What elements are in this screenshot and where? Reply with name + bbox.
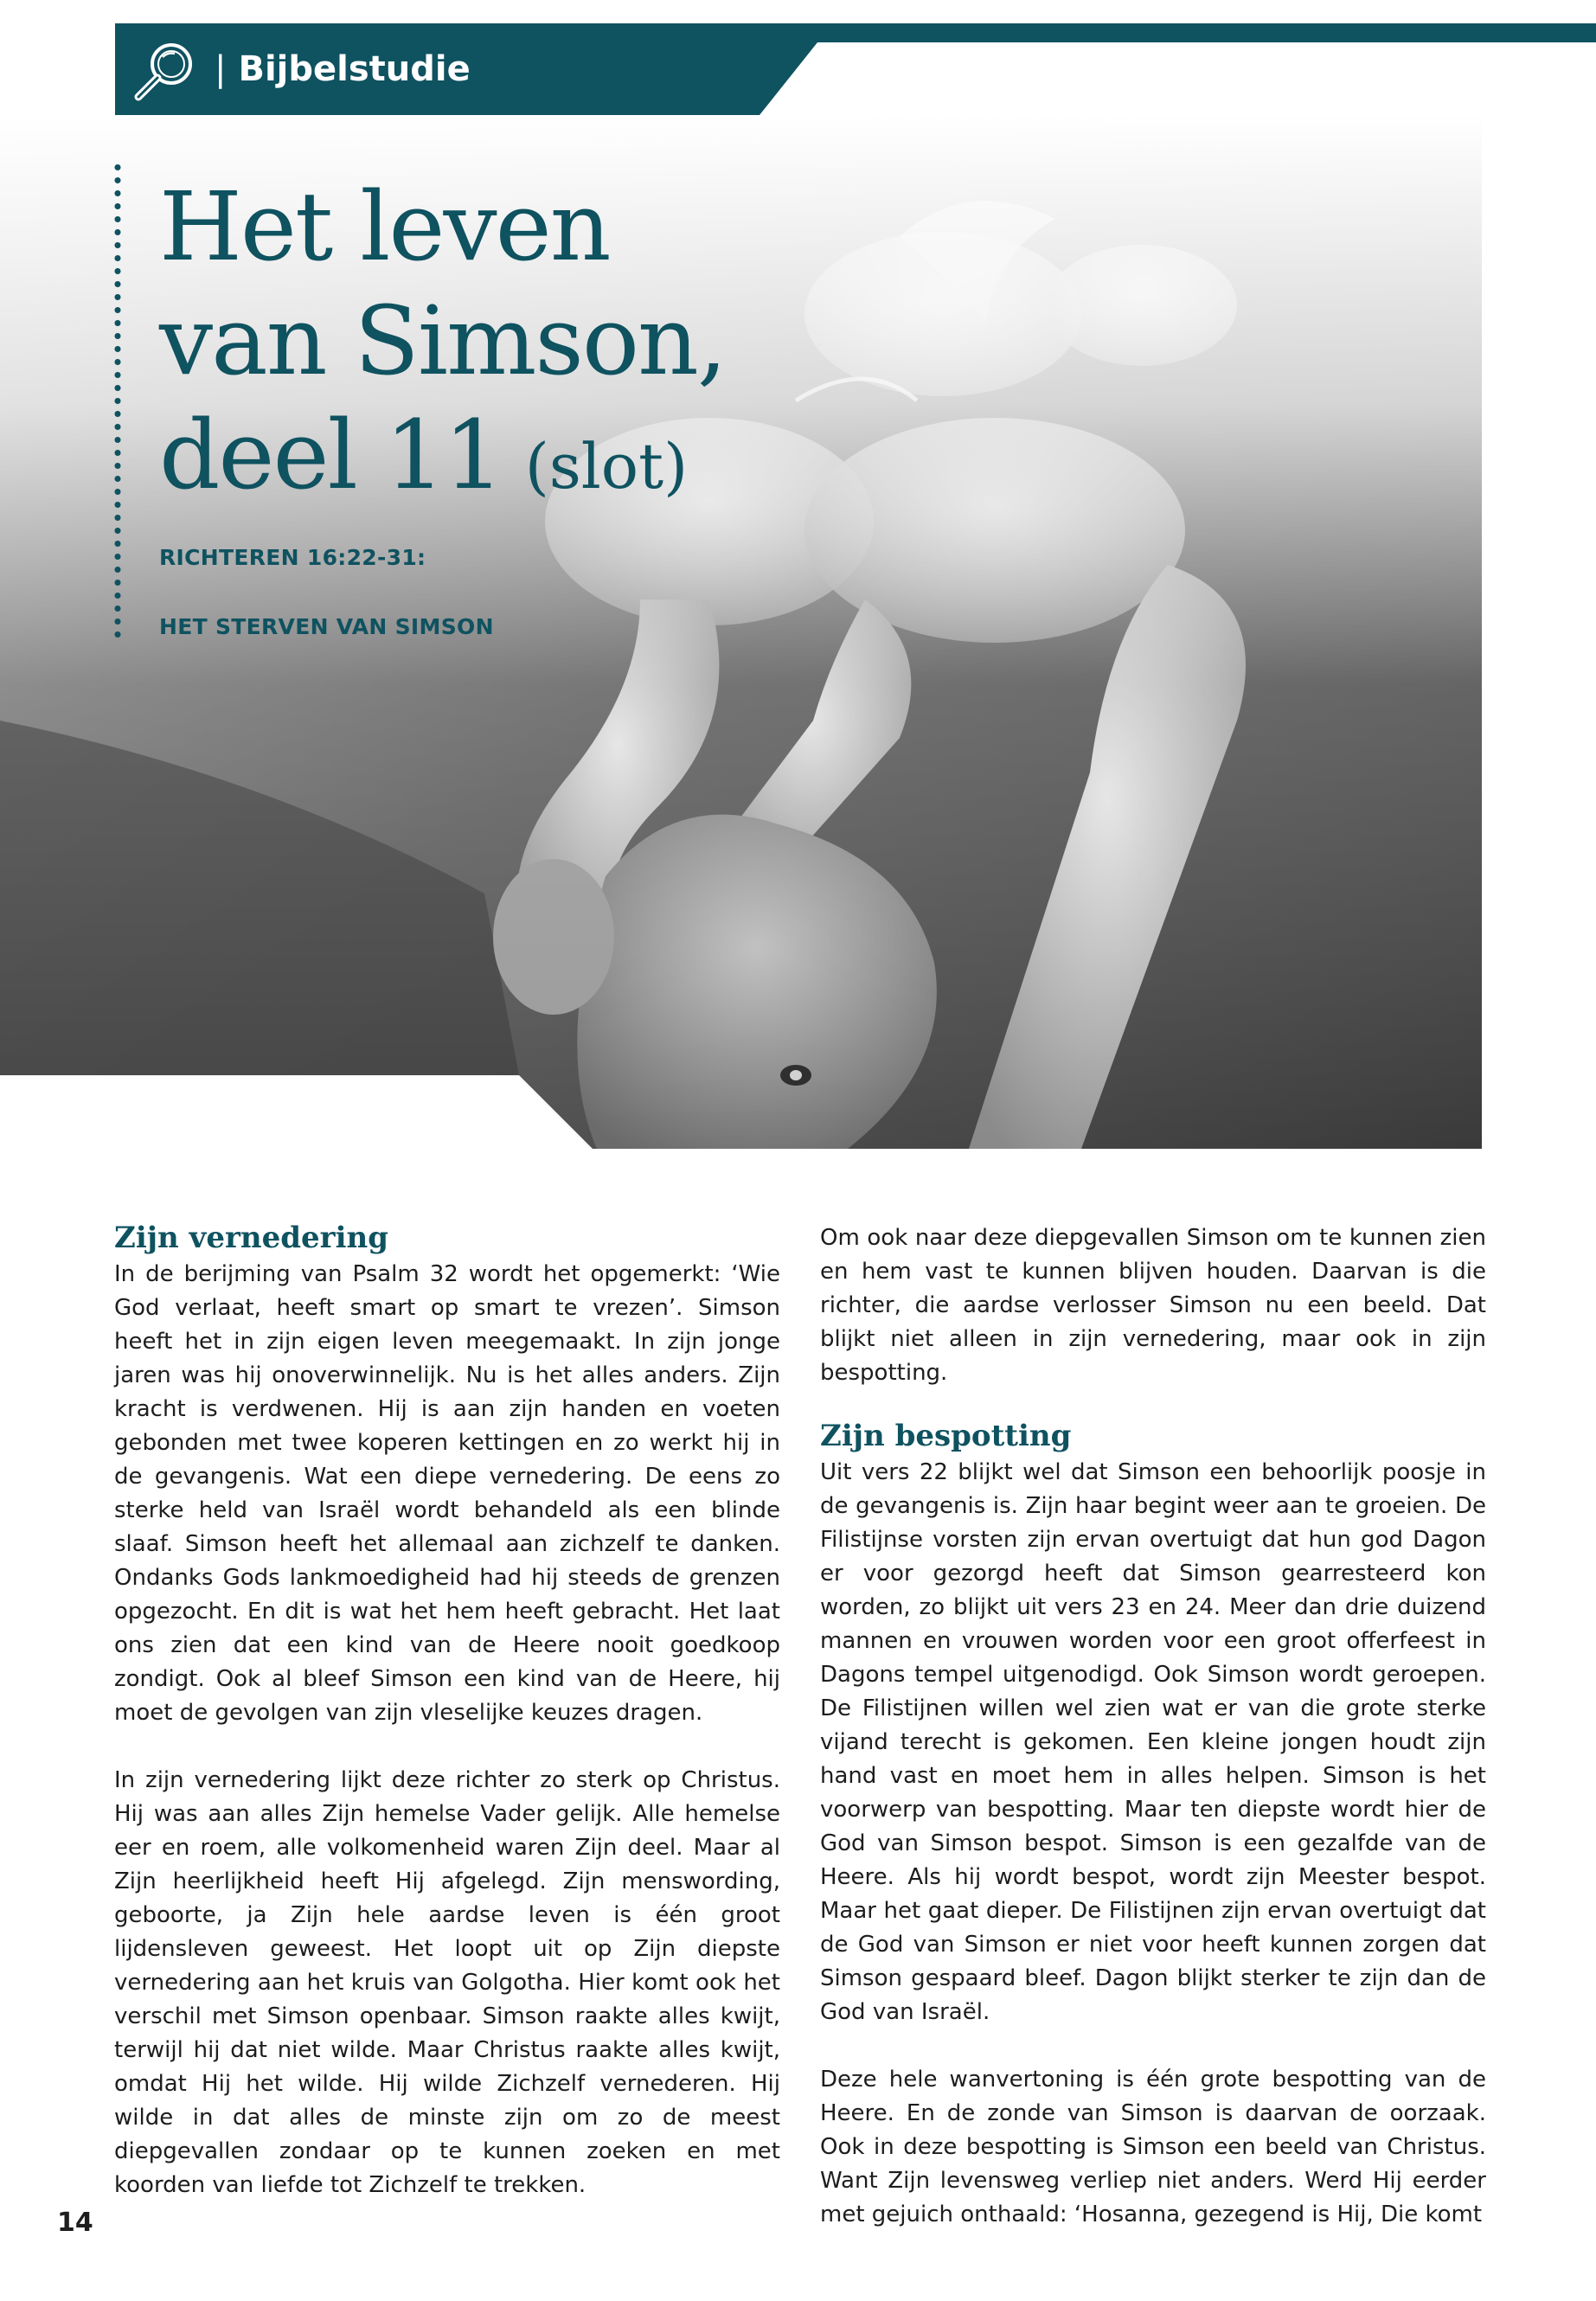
section-label-text: Bijbelstudie [238,49,471,89]
paragraph: In zijn vernedering lijkt deze richter zo sterk op Christus. Hij was aan alles Zijn hemelse Vader gelijk. Alle hemelse eer en roem, alle volkomenheid waren Zijn deel. Maar al Zijn heerlijkheid heeft Hij afgelegd. Zijn menswording, geboorte, ja Zijn hele aardse leven is één groot lijdensleven geweest. Het loopt uit op Zijn diepste vernedering aan het kruis van Golgotha. Hier komt ook het verschil met Simson openbaar. Simson raakte alles kwijt, terwijl hij dat niet wilde. Maar Christus raakte alles kwijt, omdat Hij het wilde. Hij wilde Zichzelf vernederen. Hij wilde in dat alles de minste zijn om zo de meest diepgevallen zondaar op te kunnen zoeken en met koorden van liefde tot Zichzelf te trekken. [114,1767,780,2198]
title-dotted-rule [114,161,121,641]
article-title [159,170,726,523]
paragraph: Deze hele wanvertoning is één grote bespotting van de Heere. En de zonde van Simson is daarvan de oorzaak. Ook in deze bespotting is Simson een beeld van Christus. Want Zijn levensweg verliep niet anders. Werd Hij eerder met gejuich onthaald: ‘Hosanna, gezegend is Hij, Die komt [820,2067,1486,2227]
magnifier-icon [130,36,202,107]
paragraph: Om ook naar deze diepgevallen Simson om te kunnen zien en hem vast te kunnen blijven houden. Daarvan is die richter, die aardse verlosser Simson nu een beeld. Dat blijkt niet alleen in zijn vernedering, maar ook in zijn bespotting. [820,1225,1486,1386]
paragraph: In de berijming van Psalm 32 wordt het opgemerkt: ‘Wie God verlaat, heeft smart op smart te vrezen’. Simson heeft het in zijn eigen leven meegemaakt. In zijn jonge jaren was hij onoverwinnelijk. Nu is het alles anders. Zijn kracht is verdwenen. Hij is aan zijn handen en voeten gebonden met twee koperen kettingen en zo werkt hij in de gevangenis. Wat een diepe vernedering. De eens zo sterke held van Israël wordt behandeld als een blinde slaaf. Simson heeft het allemaal aan zichzelf te danken. Ondanks Gods lankmoedigheid had hij steeds de grenzen opgezocht. En dit is wat het hem heeft gebracht. Het laat ons zien dat een kind van de Heere nooit goedkoop zondigt. Ook al bleef Simson een kind van de Heere, hij moet de gevolgen van zijn vleselijke keuzes dragen. [114,1261,780,1726]
text-column-left [114,1218,780,2202]
title-suffix: (slot) [524,430,689,503]
title-line-3-text: deel 11 [159,400,503,510]
section-separator: | [215,49,227,89]
section-label [215,45,471,93]
page-number: 14 [57,2208,93,2238]
title-line-3 [159,398,726,523]
section-heading-bespotting: Zijn bespotting [820,1419,1072,1453]
scripture-reference: RICHTEREN 16:22-31: [159,545,426,570]
title-line-1: Het leven [159,171,610,282]
paragraph: Uit vers 22 blijkt wel dat Simson een behoorlijk poosje in de gevangenis is. Zijn haar begint weer aan te groeien. De Filistijnse vorsten zijn ervan overtuigt dat hun god Dagon er voor gezorgd heeft dat Simson gearresteerd kon worden, zo blijkt uit vers 23 en 24. Meer dan drie duizend mannen en vrouwen worden voor een groot offerfeest in Dagons tempel uitgenodigd. Ook Simson wordt geroepen. De Filistijnen willen wel zien wat er van die grote sterke vijand terecht is gekomen. Een kleine jongen houdt zijn hand vast en moet hem in alles helpen. Simson is het voorwerp van bespotting. Maar ten diepste wordt hier de God van Simson bespot. Simson is een gezalfde van de Heere. Als hij wordt bespot, wordt zijn Meester bespot. Maar het gaat dieper. De Filistijnen zijn ervan overtuigt dat de God van Simson er niet voor heeft kunnen zorgen dat Simson gespaard bleef. Dagon blijkt sterker te zijn dan de God van Israël. [820,1459,1486,2025]
title-line-2: van Simson, [159,285,726,396]
text-column-right [820,1221,1486,2232]
article-subtitle: HET STERVEN VAN SIMSON [159,614,494,639]
section-heading-vernedering: Zijn vernedering [114,1221,388,1255]
